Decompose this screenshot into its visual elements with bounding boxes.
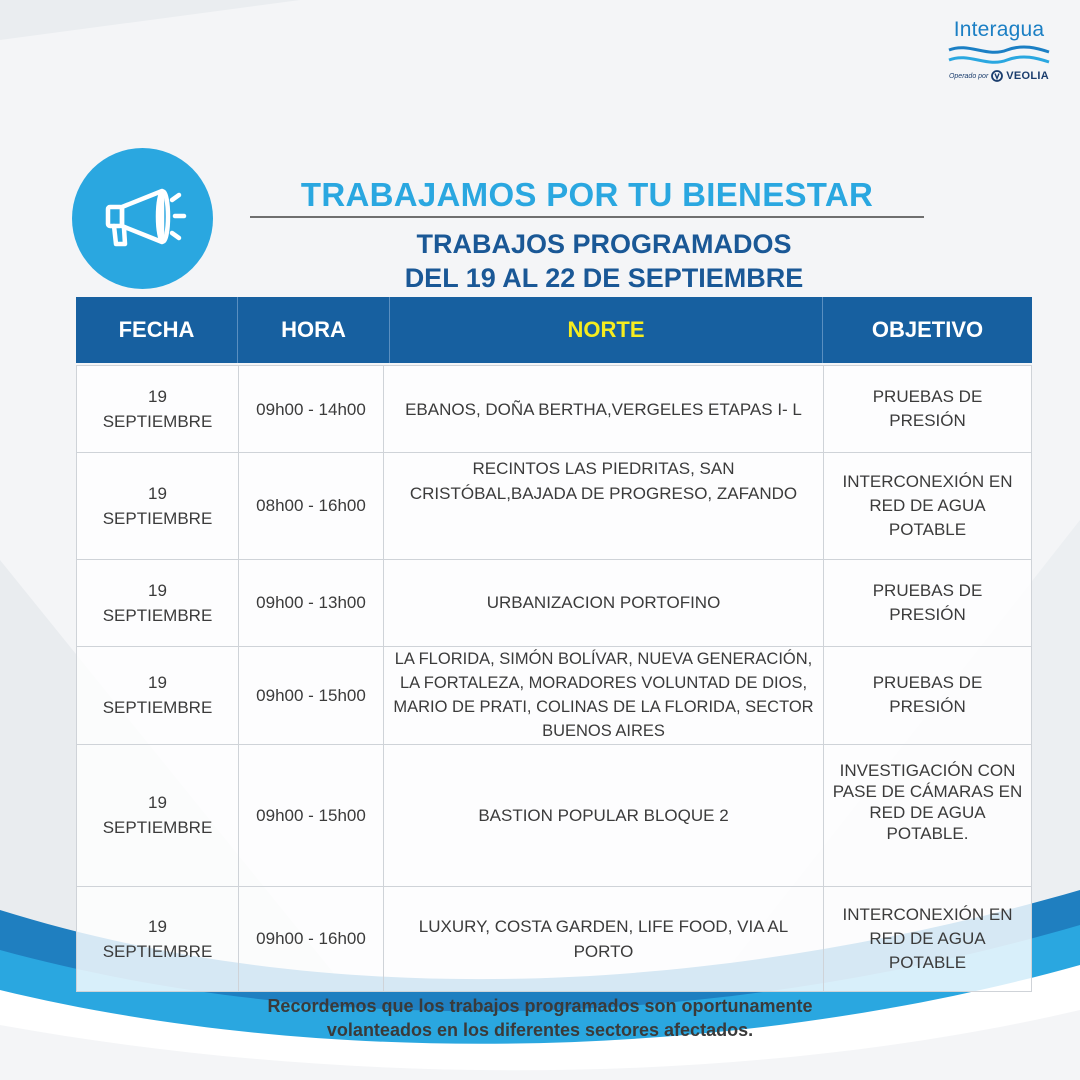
- logo-name: Interagua: [953, 18, 1045, 41]
- footer-line-2: volanteados en los diferentes sectores afectados.: [326, 1020, 754, 1040]
- cell-objetivo: INTERCONEXIÓN EN RED DE AGUA POTABLE: [842, 471, 1013, 539]
- cell-day: 19: [148, 483, 167, 503]
- table-row: [77, 559, 1031, 647]
- table-row: [77, 744, 1031, 887]
- cell-day: 19: [148, 387, 167, 406]
- cell-fecha: [77, 559, 239, 646]
- cell-fecha: [77, 744, 239, 886]
- interagua-logo: [944, 18, 1054, 82]
- veolia-mark-icon: [991, 70, 1003, 82]
- cell-objetivo: PRUEBAS DE PRESIÓN: [872, 580, 983, 624]
- table-row: [77, 452, 1031, 560]
- veolia-name: VEOLIA: [1006, 70, 1050, 82]
- announcement-badge: [72, 148, 213, 289]
- cell-sector: LA FLORIDA, SIMÓN BOLÍVAR, NUEVA GENERACIÓN, LA FORTALEZA, MORADORES VOLUNTAD DE DIOS, MARIO DE PRATI, COLINAS DE LA FLORIDA, SECTOR BUENOS AIRES: [384, 646, 824, 744]
- table-header: [76, 297, 1032, 363]
- cell-sector: RECINTOS LAS PIEDRITAS, SAN CRISTÓBAL,BAJADA DE PROGRESO, ZAFANDO: [384, 452, 824, 559]
- subtitle-line-2: DEL 19 AL 22 DE SEPTIEMBRE: [404, 263, 804, 293]
- operated-by-label: Operado por: [948, 72, 989, 80]
- cell-objetivo: INVESTIGACIÓN CON PASE DE CÁMARAS EN RED DE AGUA POTABLE.: [832, 761, 1023, 843]
- cell-hora: 09h00 - 16h00: [239, 886, 384, 991]
- header-objetivo: OBJETIVO: [871, 317, 984, 342]
- cell-sector: LUXURY, COSTA GARDEN, LIFE FOOD, VIA AL PORTO: [384, 886, 824, 991]
- cell-month: SEPTIEMBRE: [102, 508, 213, 528]
- header-norte: NORTE: [390, 297, 823, 363]
- cell-hora: 09h00 - 15h00: [239, 646, 384, 744]
- cell-month: SEPTIEMBRE: [102, 605, 213, 625]
- header-fecha: FECHA: [76, 297, 238, 363]
- cell-fecha: [77, 646, 239, 744]
- page-title: TRABAJAMOS POR TU BIENESTAR: [300, 176, 874, 213]
- cell-objetivo: PRUEBAS DE PRESIÓN: [872, 387, 983, 430]
- cell-fecha: [77, 452, 239, 559]
- cell-month: SEPTIEMBRE: [102, 698, 213, 717]
- schedule-table: [76, 365, 1032, 992]
- table-row: [77, 886, 1031, 991]
- cell-day: 19: [148, 793, 167, 812]
- cell-sector: URBANIZACION PORTOFINO: [384, 559, 824, 646]
- cell-fecha: [77, 886, 239, 991]
- header-hora: HORA: [238, 297, 390, 363]
- subtitle-line-1: TRABAJOS PROGRAMADOS: [416, 229, 792, 259]
- table-row: [77, 646, 1031, 745]
- cell-hora: 09h00 - 15h00: [239, 744, 384, 886]
- cell-fecha: [77, 366, 239, 452]
- cell-month: SEPTIEMBRE: [102, 941, 213, 961]
- title-divider: [250, 216, 924, 218]
- cell-day: 19: [148, 580, 167, 600]
- operated-by: [944, 70, 1054, 82]
- cell-day: 19: [148, 916, 167, 936]
- cell-month: SEPTIEMBRE: [102, 412, 213, 431]
- cell-hora: 09h00 - 13h00: [239, 559, 384, 646]
- cell-month: SEPTIEMBRE: [102, 818, 213, 837]
- footer-line-1: Recordemos que los trabajos programados son oportunamente: [267, 996, 813, 1016]
- footer-note: [200, 994, 880, 1042]
- cell-hora: 08h00 - 16h00: [239, 452, 384, 559]
- cell-sector: EBANOS, DOÑA BERTHA,VERGELES ETAPAS I- L: [384, 366, 824, 452]
- cell-hora: 09h00 - 14h00: [239, 366, 384, 452]
- cell-objetivo: INTERCONEXIÓN EN RED DE AGUA POTABLE: [842, 904, 1013, 972]
- cell-sector: BASTION POPULAR BLOQUE 2: [384, 744, 824, 886]
- cell-objetivo: PRUEBAS DE PRESIÓN: [872, 673, 983, 716]
- megaphone-icon: [72, 148, 213, 289]
- wave-icon: [947, 42, 1051, 68]
- cell-day: 19: [148, 673, 167, 692]
- table-row: [77, 366, 1031, 453]
